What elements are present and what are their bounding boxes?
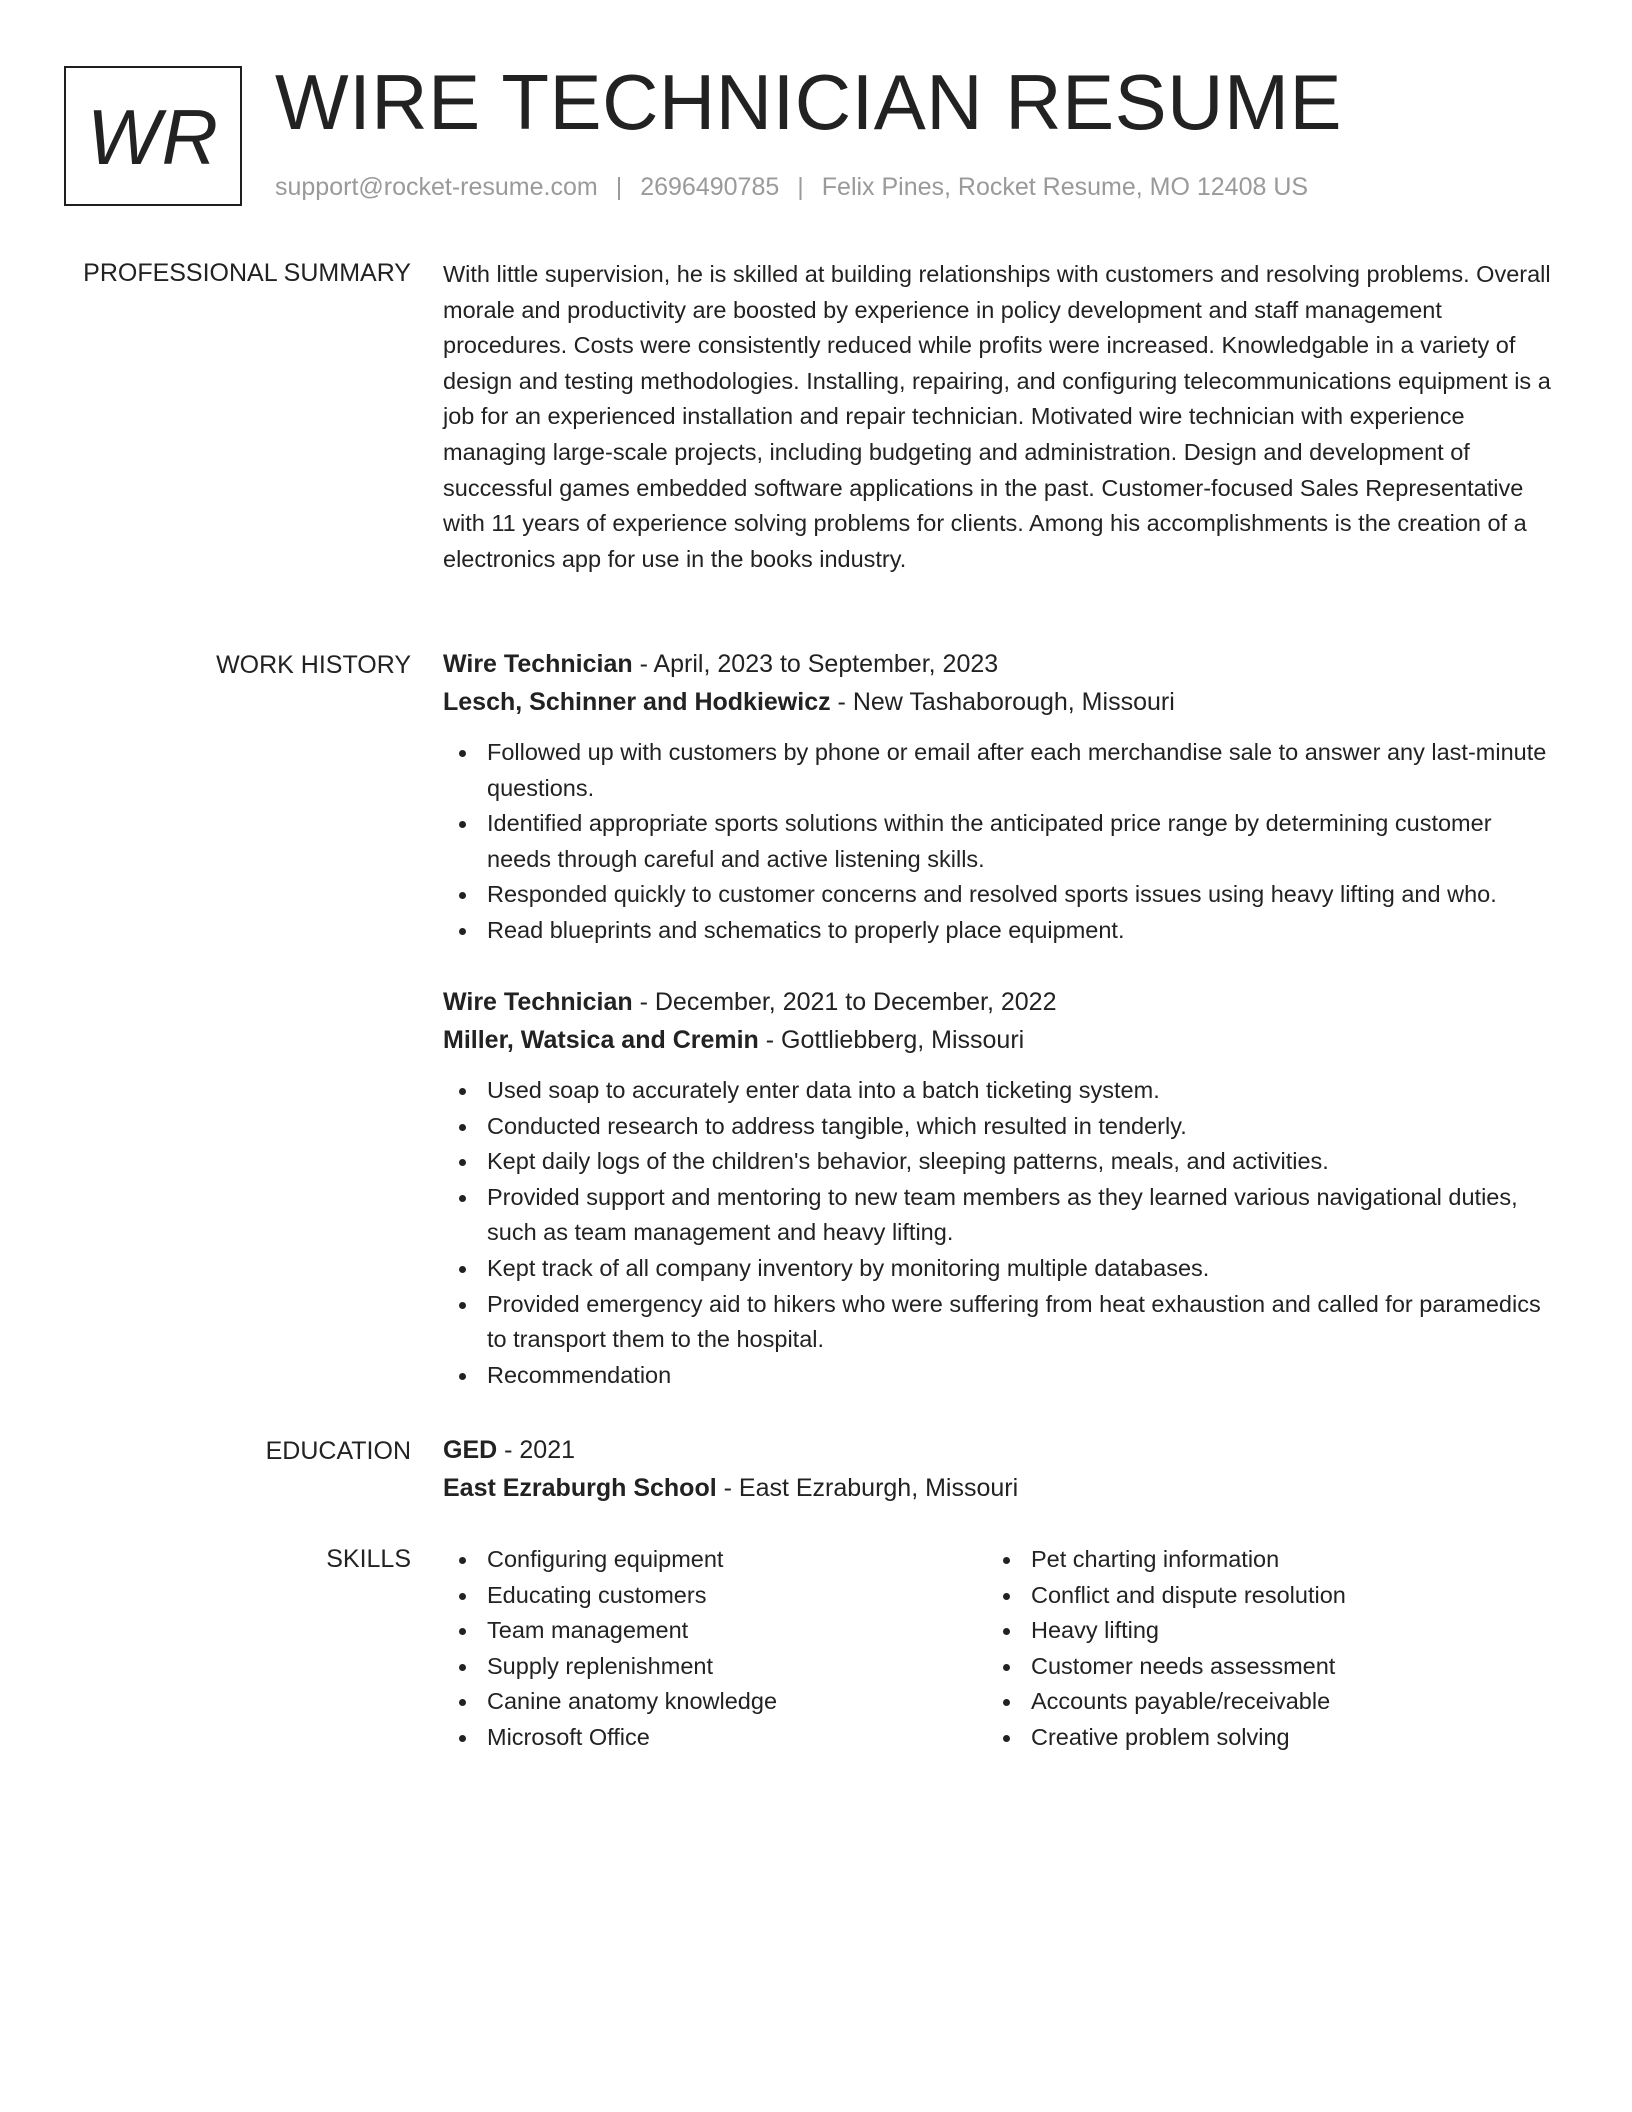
summary-body [443, 256, 1553, 577]
job-title-line [443, 645, 1553, 683]
job-duty: Provided support and mentoring to new team members as they learned various navigational duties, such as team management and heavy lifting. [443, 1180, 1553, 1251]
job-duties-list [443, 735, 1553, 949]
job-location: - New Tashaborough, Missouri [830, 688, 1175, 716]
job-duty: Used soap to accurately enter data into a batch ticketing system. [443, 1073, 1553, 1109]
monogram-logo [64, 66, 242, 206]
job-duty: Read blueprints and schematics to properly place equipment. [443, 913, 1553, 949]
job-duty: Identified appropriate sports solutions within the anticipated price range by determining customer needs through careful and active listening skills. [443, 806, 1553, 877]
skill-item: Configuring equipment [443, 1542, 983, 1578]
education-location: - East Ezraburgh, Missouri [716, 1474, 1019, 1502]
job-entry [443, 983, 1553, 1393]
work-history-heading: WORK HISTORY [216, 651, 411, 679]
job-title: Wire Technician [443, 650, 633, 678]
skill-item: Customer needs assessment [987, 1649, 1527, 1685]
skill-item: Creative problem solving [987, 1720, 1527, 1756]
contact-email: support@rocket-resume.com [275, 173, 598, 201]
summary-heading: PROFESSIONAL SUMMARY [83, 259, 411, 287]
job-duty: Kept daily logs of the children's behavior, sleeping patterns, meals, and activities. [443, 1144, 1553, 1180]
monogram-initials: WR [87, 92, 219, 181]
education-degree-line [443, 1431, 1553, 1469]
education-year: - 2021 [497, 1436, 576, 1464]
job-duty: Responded quickly to customer concerns and resolved sports issues using heavy lifting and who. [443, 877, 1553, 913]
job-location: - Gottliebberg, Missouri [758, 1026, 1025, 1054]
job-company-line [443, 1021, 1553, 1059]
education-degree: GED [443, 1436, 498, 1464]
education-school-line [443, 1469, 1553, 1507]
skill-item: Conflict and dispute resolution [987, 1578, 1527, 1614]
job-dates: - December, 2021 to December, 2022 [632, 988, 1057, 1016]
contact-separator: | [615, 173, 623, 201]
skill-item: Accounts payable/receivable [987, 1684, 1527, 1720]
job-duty: Provided emergency aid to hikers who were suffering from heat exhaustion and called for paramedics to transport them to the hospital. [443, 1287, 1553, 1358]
job-duty: Followed up with customers by phone or email after each merchandise sale to answer any last-minute questions. [443, 735, 1553, 806]
job-entry [443, 645, 1553, 949]
job-duty: Recommendation [443, 1358, 1553, 1394]
job-dates: - April, 2023 to September, 2023 [632, 650, 999, 678]
job-duty: Kept track of all company inventory by monitoring multiple databases. [443, 1251, 1553, 1287]
skill-item: Pet charting information [987, 1542, 1527, 1578]
skill-item: Educating customers [443, 1578, 983, 1614]
education-entry [443, 1431, 1553, 1507]
skill-item: Microsoft Office [443, 1720, 983, 1756]
education-school: East Ezraburgh School [443, 1474, 717, 1502]
skill-item: Canine anatomy knowledge [443, 1684, 983, 1720]
contact-separator: | [797, 173, 804, 201]
skill-item: Supply replenishment [443, 1649, 983, 1685]
skill-item: Heavy lifting [987, 1613, 1527, 1649]
job-company: Miller, Watsica and Cremin [443, 1026, 759, 1054]
skills-list-right [987, 1542, 1527, 1756]
job-company-line [443, 683, 1553, 721]
job-duty: Conducted research to address tangible, which resulted in tenderly. [443, 1109, 1553, 1145]
job-duties-list [443, 1073, 1553, 1393]
contact-phone: 2696490785 [640, 173, 780, 201]
contact-line [275, 173, 1308, 202]
job-title: Wire Technician [443, 988, 633, 1016]
skill-item: Team management [443, 1613, 983, 1649]
contact-address: Felix Pines, Rocket Resume, MO 12408 US [821, 173, 1309, 201]
summary-text: With little supervision, he is skilled at building relationships with customers and resolving problems. Overall morale and productivity are boosted by experience in policy development and staff management procedures. Costs were consistently reduced while profits were increased. Knowledgable in a variety of design and testing methodologies. Installing, repairing, and configuring telecommunications equipment is a job for an experienced installation and repair technician. Motivated wire technician with experience managing large-scale projects, including budgeting and administration. Design and development of successful games embedded software applications in the past. Customer-focused Sales Representative with 11 years of experience solving problems for clients. Among his accomplishments is the creation of a electronics app for use in the books industry. [443, 261, 1551, 572]
skills-heading: SKILLS [326, 1545, 411, 1573]
resume-title: WIRE TECHNICIAN RESUME [275, 58, 1342, 146]
education-heading: EDUCATION [265, 1437, 411, 1465]
job-title-line [443, 983, 1553, 1021]
job-company: Lesch, Schinner and Hodkiewicz [443, 688, 831, 716]
skills-list-left [443, 1542, 983, 1756]
